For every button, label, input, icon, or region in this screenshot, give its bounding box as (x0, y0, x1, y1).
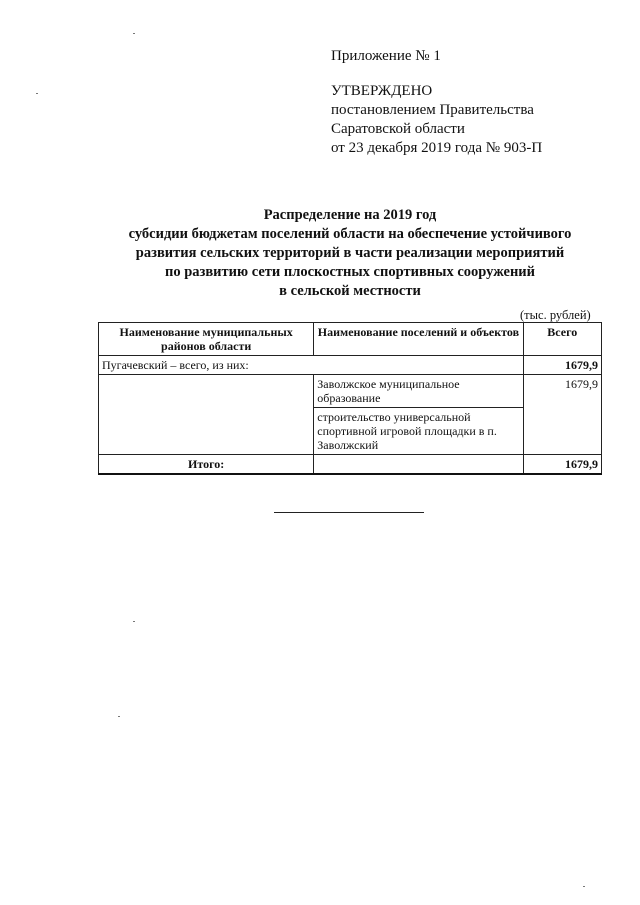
header-total: Всего (523, 323, 601, 356)
table-row-total (99, 455, 602, 475)
approval-line: постановлением Правительства (331, 102, 534, 118)
table-row-settlement (99, 375, 602, 408)
district-name: Пугачевский – всего, из них: (99, 356, 524, 375)
object-name: строительство универсальной спортивной игровой площадки в п. Заволжский (314, 408, 523, 455)
scan-speck (583, 886, 585, 887)
scan-speck (118, 716, 120, 717)
settlement-total: 1679,9 (523, 375, 601, 455)
table-header-row (99, 323, 602, 356)
approval-block (331, 82, 542, 158)
total-label: Итого: (99, 455, 314, 475)
approval-line: Саратовской области (331, 121, 465, 137)
scan-speck (36, 93, 38, 94)
distribution-table (98, 322, 602, 475)
title-line: в сельской местности (279, 283, 421, 299)
settlement-name: Заволжское муниципальное образование (314, 375, 523, 408)
empty-district-cell (99, 375, 314, 455)
closing-rule (274, 512, 424, 513)
scan-speck (133, 33, 135, 34)
appendix-number: Приложение № 1 (331, 48, 441, 64)
document-title (80, 206, 620, 301)
title-line: развития сельских территорий в части реализации мероприятий (135, 245, 565, 261)
approval-line: от 23 декабря 2019 года № 903-П (331, 140, 543, 156)
grand-total: 1679,9 (523, 455, 601, 475)
header-district: Наименование муниципальных районов области (99, 323, 314, 356)
table-row-district (99, 356, 602, 375)
district-total: 1679,9 (523, 356, 601, 375)
approval-line: УТВЕРЖДЕНО (331, 83, 433, 99)
title-line: Распределение на 2019 год (263, 207, 437, 223)
header-settlement: Наименование поселений и объектов (314, 323, 523, 356)
title-line: субсидии бюджетам поселений области на обеспечение устойчивого (128, 226, 572, 242)
units-label: (тыс. рублей) (520, 308, 591, 322)
total-empty-cell (314, 455, 523, 475)
title-line: по развитию сети плоскостных спортивных сооружений (164, 264, 536, 280)
scan-speck (133, 621, 135, 622)
